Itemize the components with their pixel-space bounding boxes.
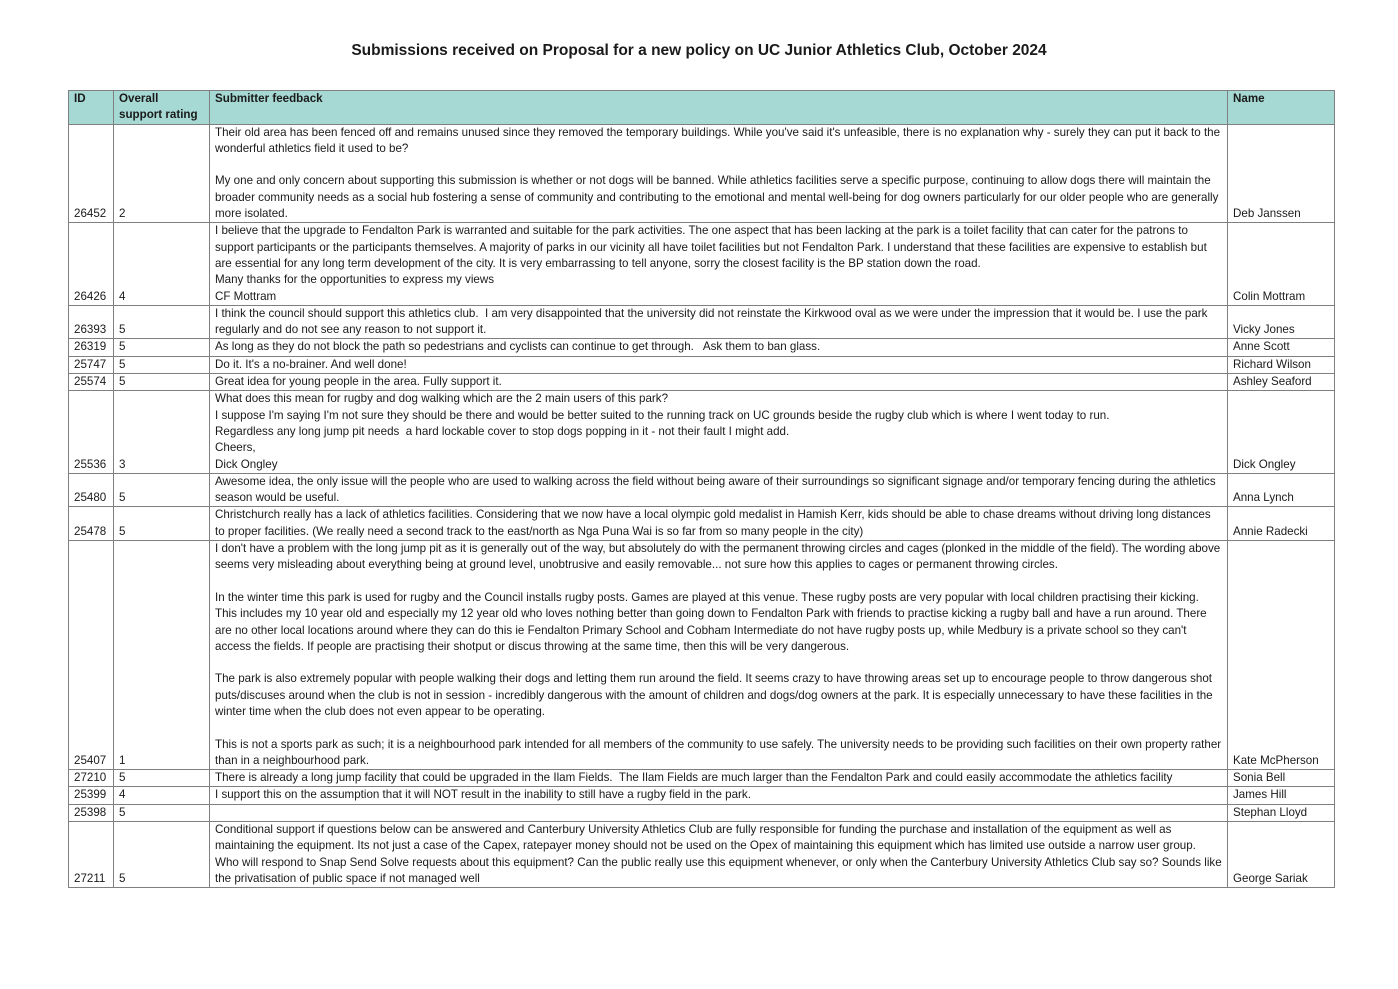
table-row bbox=[69, 822, 1335, 888]
cell-rating: 4 bbox=[114, 223, 210, 305]
cell-id: 27210 bbox=[69, 770, 114, 787]
cell-name: Kate McPherson bbox=[1228, 541, 1335, 770]
cell-id: 25399 bbox=[69, 787, 114, 804]
cell-rating: 2 bbox=[114, 124, 210, 223]
cell-feedback: Christchurch really has a lack of athletics facilities. Considering that we now have a local olympic gold medalist in Hamish Kerr, kids should be able to chase dreams without driving long distances to proper facilities. (We really need a second track to the east/north as Nga Puna Wai is so far from so many people in the city) bbox=[210, 507, 1228, 541]
table-header bbox=[69, 91, 1335, 125]
cell-id: 25407 bbox=[69, 541, 114, 770]
cell-id: 25747 bbox=[69, 356, 114, 373]
cell-name: Colin Mottram bbox=[1228, 223, 1335, 305]
table-row bbox=[69, 473, 1335, 507]
cell-name: James Hill bbox=[1228, 787, 1335, 804]
cell-rating: 3 bbox=[114, 391, 210, 473]
cell-name: Ashley Seaford bbox=[1228, 374, 1335, 391]
cell-name: Sonia Bell bbox=[1228, 770, 1335, 787]
cell-rating: 5 bbox=[114, 473, 210, 507]
cell-id: 25480 bbox=[69, 473, 114, 507]
table-row bbox=[69, 507, 1335, 541]
cell-id: 26426 bbox=[69, 223, 114, 305]
header-feedback: Submitter feedback bbox=[210, 91, 1228, 125]
cell-id: 26452 bbox=[69, 124, 114, 223]
cell-feedback: Great idea for young people in the area. Fully support it. bbox=[210, 374, 1228, 391]
cell-id: 26319 bbox=[69, 339, 114, 356]
cell-rating: 4 bbox=[114, 787, 210, 804]
cell-name: Annie Radecki bbox=[1228, 507, 1335, 541]
cell-feedback: What does this mean for rugby and dog walking which are the 2 main users of this park? I suppose I'm saying I'm not sure they should be there and would be better suited to the running track on UC grounds beside the rugby club which is where I went today to run. Regardless any long jump pit needs a hard lockable cover to stop dogs popping in it - not their fault I might add. Cheers, Dick Ongley bbox=[210, 391, 1228, 473]
cell-feedback: Conditional support if questions below can be answered and Canterbury University Athletics Club are fully responsible for funding the purchase and installation of the equipment as well as maintaining the equipment. Its not just a case of the Capex, ratepayer money should not be used on the Opex of maintaining this equipment which has limited use outside a narrow user group. Who will respond to Snap Send Solve requests about this equipment? Can the public really use this equipment whenever, or only when the Canterbury University Athletics Club say so? Sounds like the privatisation of public space if not managed well bbox=[210, 822, 1228, 888]
submissions-table bbox=[68, 90, 1335, 888]
cell-feedback bbox=[210, 804, 1228, 821]
cell-rating: 5 bbox=[114, 374, 210, 391]
cell-name: Anna Lynch bbox=[1228, 473, 1335, 507]
table-row bbox=[69, 770, 1335, 787]
cell-feedback: As long as they do not block the path so pedestrians and cyclists can continue to get through. Ask them to ban glass. bbox=[210, 339, 1228, 356]
table-row bbox=[69, 391, 1335, 473]
cell-feedback: I don't have a problem with the long jump pit as it is generally out of the way, but absolutely do with the permanent throwing circles and cages (plonked in the middle of the field). The wording above seems very misleading about everything being at ground level, unobtrusive and easily removable... not sure how this applies to cages or permanent throwing circles. In the winter time this park is used for rugby and the Council installs rugby posts. Games are played at this venue. These rugby posts are very popular with local children practising their kicking. This includes my 10 year old and especially my 12 year old who loves nothing better than going down to Fendalton Park with friends to practise kicking a rugby ball and have a run around. There are no other local locations around where they can do this ie Fendalton Primary School and Cobham Intermediate do not have rugby posts up, while Medbury is a private school so they can't access the fields. If people are practising their shotput or discus throwing at the same time, then this will be very dangerous. The park is also extremely popular with people walking their dogs and letting them run around the field. It seems crazy to have throwing areas set up to encourage people to throw dangerous shot puts/discuses around when the club is not in session - incredibly dangerous with the amount of children and dogs/dog owners at the park. It is especially unnecessary to have these facilities in the winter time when the club does not even appear to be operating. This is not a sports park as such; it is a neighbourhood park intended for all members of the community to use safely. The university needs to be providing such facilities on their own property rather than in a neighbourhood park. bbox=[210, 541, 1228, 770]
cell-id: 26393 bbox=[69, 305, 114, 339]
cell-id: 25478 bbox=[69, 507, 114, 541]
table-row bbox=[69, 804, 1335, 821]
cell-name: George Sariak bbox=[1228, 822, 1335, 888]
cell-rating: 5 bbox=[114, 356, 210, 373]
table-body bbox=[69, 124, 1335, 888]
header-rating: Overall support rating bbox=[114, 91, 210, 125]
cell-id: 25536 bbox=[69, 391, 114, 473]
cell-id: 25398 bbox=[69, 804, 114, 821]
cell-id: 25574 bbox=[69, 374, 114, 391]
table-row bbox=[69, 305, 1335, 339]
cell-feedback: There is already a long jump facility that could be upgraded in the Ilam Fields. The Ilam Fields are much larger than the Fendalton Park and could easily accommodate the athletics facility bbox=[210, 770, 1228, 787]
table-row bbox=[69, 374, 1335, 391]
cell-name: Stephan Lloyd bbox=[1228, 804, 1335, 821]
cell-feedback: I support this on the assumption that it will NOT result in the inability to still have a rugby field in the park. bbox=[210, 787, 1228, 804]
cell-name: Dick Ongley bbox=[1228, 391, 1335, 473]
cell-name: Anne Scott bbox=[1228, 339, 1335, 356]
table-row bbox=[69, 339, 1335, 356]
cell-name: Vicky Jones bbox=[1228, 305, 1335, 339]
cell-feedback: I think the council should support this athletics club. I am very disappointed that the university did not reinstate the Kirkwood oval as we were under the impression that it would be. I use the park regularly and do not see any reason to not support it. bbox=[210, 305, 1228, 339]
cell-rating: 5 bbox=[114, 339, 210, 356]
cell-rating: 5 bbox=[114, 507, 210, 541]
table-row bbox=[69, 223, 1335, 305]
cell-feedback: I believe that the upgrade to Fendalton Park is warranted and suitable for the park activities. The one aspect that has been lacking at the park is a toilet facility that can cater for the patrons to support participants or the participants themselves. A majority of parks in our vicinity all have toilet facilities but not Fendalton Park. I understand that these facilities are expensive to establish but are essential for any long term development of the city. It is very embarrassing to tell anyone, sorry the closest facility is the BP station down the road. Many thanks for the opportunities to express my views CF Mottram bbox=[210, 223, 1228, 305]
table-row bbox=[69, 787, 1335, 804]
header-name: Name bbox=[1228, 91, 1335, 125]
table-row bbox=[69, 356, 1335, 373]
table-row bbox=[69, 124, 1335, 223]
cell-name: Deb Janssen bbox=[1228, 124, 1335, 223]
cell-rating: 5 bbox=[114, 804, 210, 821]
header-id: ID bbox=[69, 91, 114, 125]
cell-feedback: Do it. It's a no-brainer. And well done! bbox=[210, 356, 1228, 373]
cell-feedback: Their old area has been fenced off and remains unused since they removed the temporary buildings. While you've said it's unfeasible, there is no explanation why - surely they can put it back to the wonderful athletics field it used to be? My one and only concern about supporting this submission is whether or not dogs will be banned. While athletics facilities serve a specific purpose, continuing to allow dogs there will maintain the broader community needs as a social hub fostering a sense of community and contributing to the emotional and mental well-being for dog owners particularly for our older people who are generally more isolated. bbox=[210, 124, 1228, 223]
cell-id: 27211 bbox=[69, 822, 114, 888]
cell-rating: 5 bbox=[114, 822, 210, 888]
cell-name: Richard Wilson bbox=[1228, 356, 1335, 373]
cell-rating: 5 bbox=[114, 770, 210, 787]
header-row bbox=[69, 91, 1335, 125]
page-title: Submissions received on Proposal for a new policy on UC Junior Athletics Club, October 2024 bbox=[351, 42, 1047, 59]
cell-feedback: Awesome idea, the only issue will the people who are used to walking across the field without being aware of their surroundings so significant signage and/or temporary fencing during the athletics season would be useful. bbox=[210, 473, 1228, 507]
cell-rating: 5 bbox=[114, 305, 210, 339]
cell-rating: 1 bbox=[114, 541, 210, 770]
table-row bbox=[69, 541, 1335, 770]
